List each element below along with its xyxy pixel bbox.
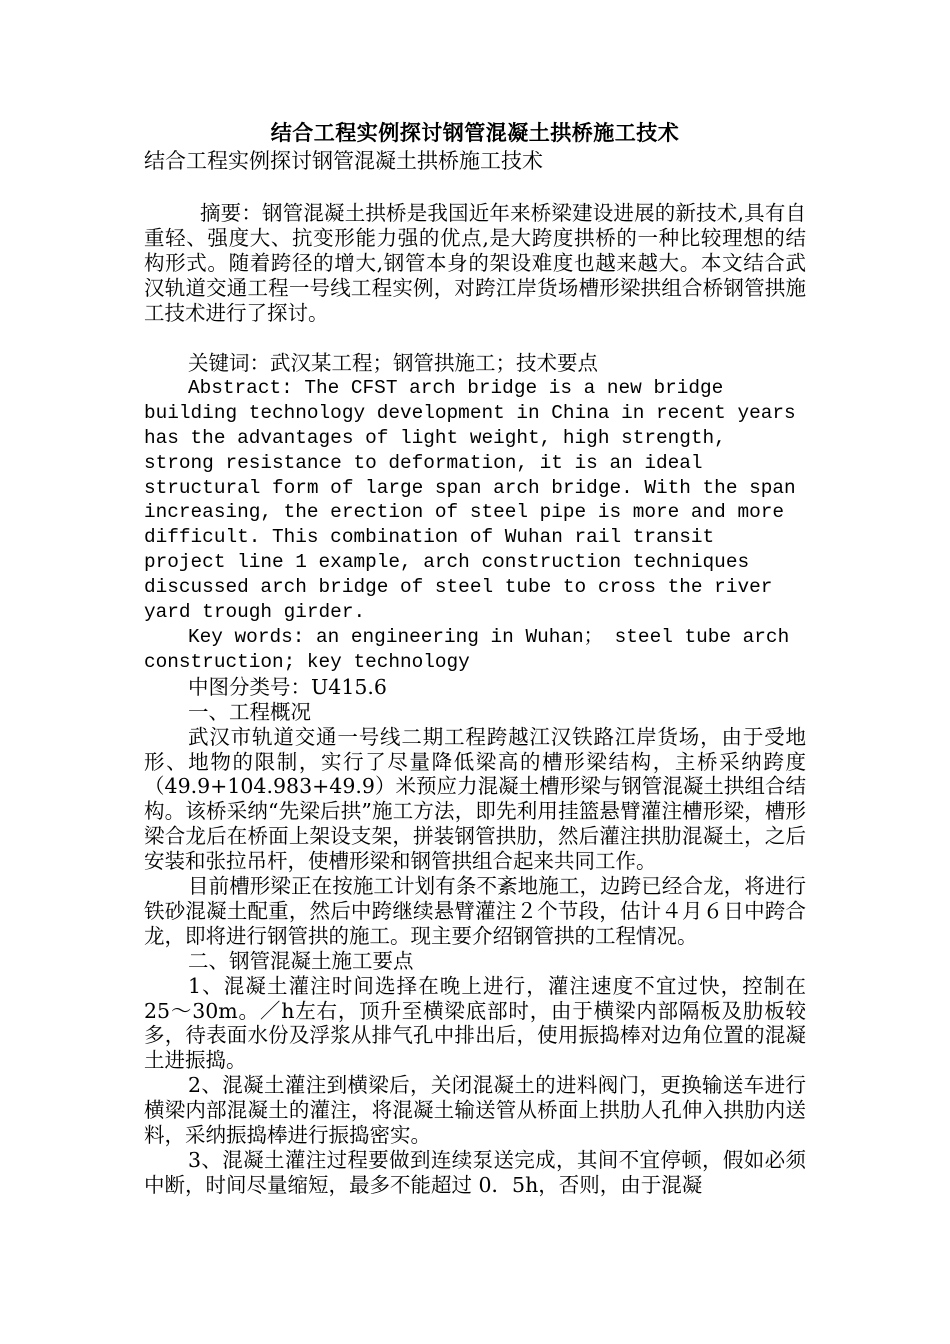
section-2-paragraph-2: 2、混凝土灌注到横梁后，关闭混凝土的进料阀门，更换输送车进行横梁内部混凝土的灌注，将混凝土输送管从桥面上拱肋人孔伸入拱肋内送料，采纳振捣棒进行振捣密实。: [144, 1073, 806, 1148]
classification-number: 中图分类号：U415.6: [188, 674, 387, 699]
abstract-en: Abstract: The CFST arch bridge is a new bridge building technology development in China in recent years has the advantages of light weight, high strength, strong resistance to deformation, it is an ideal structural form of large span arch bridge. With the span increasing, the erection of steel pipe is more and more difficult. This combination of Wuhan rail transit project line 1 example, arch construction techniques discussed arch bridge of steel tube to cross the river yard trough girder.: [144, 376, 796, 624]
abstract-cn: 摘要：钢管混凝土拱桥是我国近年来桥梁建设进展的新技术,具有自重轻、强度大、抗变形能力强的优点,是大跨度拱桥的一种比较理想的结构形式。随着跨径的增大,钢管本身的架设难度也越来越大。本文结合武汉轨道交通工程一号线工程实例，对跨江岸货场槽形梁拱组合桥钢管拱施工技术进行了探讨。: [144, 201, 806, 325]
section-2-paragraph-3: 3、混凝土灌注过程要做到连续泵送完成，其间不宜停顿，假如必须中断，时间尽量缩短，最多不能超过 0．5h，否则，由于混凝: [144, 1148, 806, 1197]
section-2-paragraph-1: 1、混凝土灌注时间选择在晚上进行，灌注速度不宜过快，控制在 25～30m。／h左右，顶升至横梁底部时，由于横梁内部隔板及肋板较多，待表面水份及浮浆从排气孔中排出后，使用振捣棒对边角位置的混凝土进振捣。: [144, 973, 806, 1073]
section-2-heading: 二、钢管混凝土施工要点: [188, 948, 414, 973]
document-page: [144, 118, 806, 1198]
keywords-en: Key words: an engineering in Wuhan； steel tube arch construction; key technology: [144, 625, 790, 673]
section-1-paragraph-2: 目前槽形梁正在按施工计划有条不紊地施工，边跨已经合龙，将进行铁砂混凝土配重，然后中跨继续悬臂灌注２个节段，估计４月６日中跨合龙，即将进行钢管拱的施工。现主要介绍钢管拱的工程情况。: [144, 874, 806, 948]
keywords-cn: 关键词：武汉某工程；钢管拱施工；技术要点: [188, 351, 598, 375]
section-1-paragraph-1: 武汉市轨道交通一号线二期工程跨越江汉铁路江岸货场，由于受地形、地物的限制，实行了尽量降低梁高的槽形梁结构，主桥采纳跨度（49.9+104.983+49.9）米预应力混凝土槽形梁与钢管混凝土拱组合结构。该桥采纳“先梁后拱”施工方法，即先利用挂篮悬臂灌注槽形梁，槽形梁合龙后在桥面上架设支架，拼装钢管拱肋，然后灌注拱肋混凝土，之后安装和张拉吊杆，使槽形梁和钢管拱组合起来共同工作。: [144, 724, 806, 874]
document-subtitle: 结合工程实例探讨钢管混凝土拱桥施工技术: [144, 149, 543, 173]
document-title: 结合工程实例探讨钢管混凝土拱桥施工技术: [270, 120, 680, 145]
spacer: [144, 326, 806, 351]
section-1-heading: 一、工程概况: [188, 699, 311, 724]
spacer: [144, 176, 806, 201]
